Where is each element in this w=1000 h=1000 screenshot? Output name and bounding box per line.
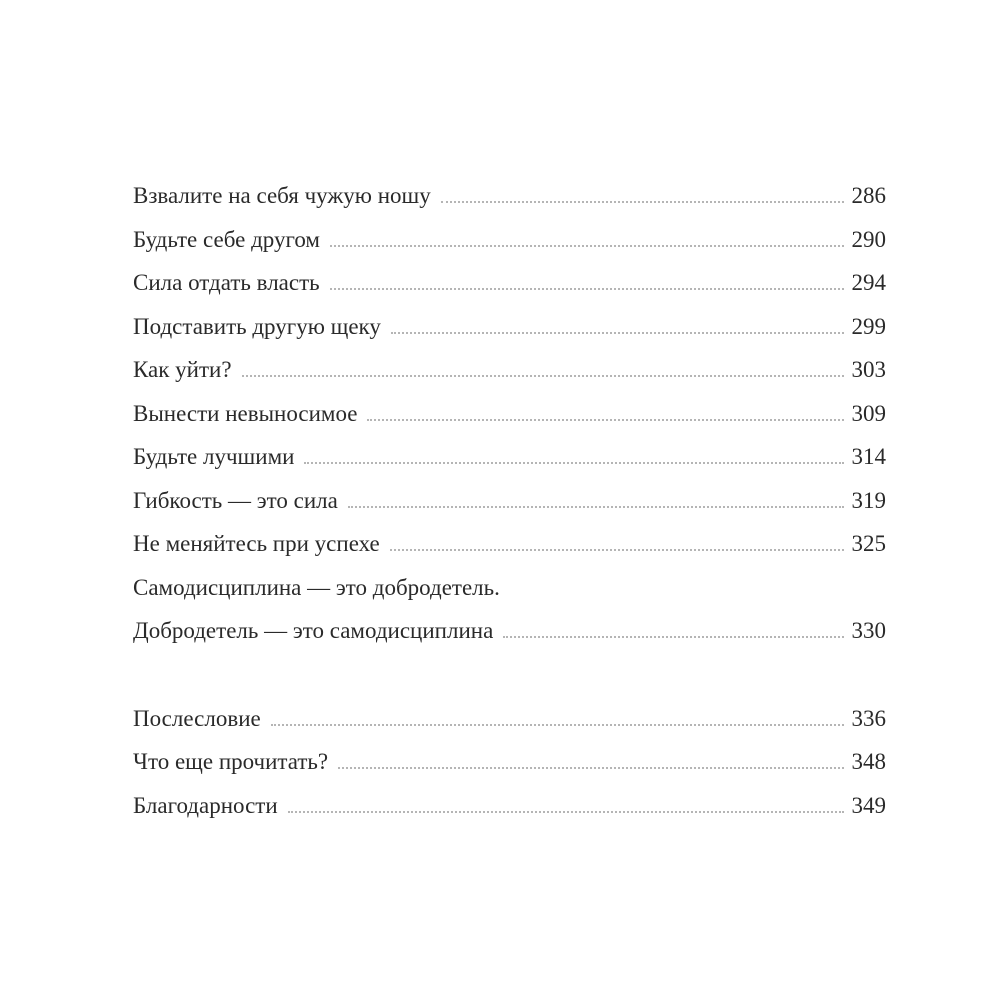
toc-entry-page: 303 — [851, 357, 886, 382]
toc-entry-page: 309 — [851, 400, 886, 426]
table-of-contents — [133, 174, 886, 827]
toc-entry-title: Сила отдать власть — [133, 270, 320, 295]
toc-entry — [133, 479, 886, 523]
toc-entry-page: 286 — [851, 183, 886, 208]
section-spacer — [133, 653, 886, 697]
toc-entry-page: 349 — [851, 792, 886, 818]
dot-leader — [288, 811, 844, 813]
toc-entry — [133, 174, 886, 218]
toc-entry-page: 348 — [851, 749, 886, 774]
toc-entry — [133, 609, 886, 653]
dot-leader — [391, 332, 844, 334]
dot-leader — [242, 375, 844, 377]
toc-entry-title: Благодарности — [133, 792, 278, 818]
toc-entry — [133, 305, 886, 349]
toc-entry-first-line — [133, 566, 886, 610]
toc-entry — [133, 697, 886, 741]
toc-entry — [133, 261, 886, 305]
toc-entry-page: 290 — [851, 226, 886, 252]
toc-entry-page: 319 — [851, 487, 886, 513]
toc-entry — [133, 218, 886, 262]
toc-entry-title: Будьте лучшими — [133, 444, 295, 469]
toc-entry — [133, 348, 886, 392]
toc-entry — [133, 740, 886, 784]
dot-leader — [503, 636, 843, 638]
toc-entry-title: Гибкость — это сила — [133, 487, 338, 513]
toc-entry-page: 314 — [851, 444, 886, 469]
toc-entry-title: Взвалите на себя чужую ношу — [133, 183, 431, 208]
dot-leader — [441, 201, 844, 203]
toc-entry-title: Подставить другую щеку — [133, 313, 381, 339]
toc-entry — [133, 392, 886, 436]
toc-entry-page: 294 — [851, 270, 886, 295]
toc-entry-page: 336 — [851, 705, 886, 731]
toc-entry-title: Самодисциплина — это добродетель. — [133, 574, 500, 600]
dot-leader — [390, 549, 844, 551]
dot-leader — [338, 767, 843, 769]
dot-leader — [348, 506, 844, 508]
toc-entry-title: Послесловие — [133, 705, 261, 731]
toc-entry-title: Что еще прочитать? — [133, 749, 329, 774]
dot-leader — [330, 245, 844, 247]
dot-leader — [271, 724, 844, 726]
dot-leader — [330, 288, 844, 290]
toc-entry-title: Будьте себе другом — [133, 226, 320, 252]
toc-entry-title: Добродетель — это самодисциплина — [133, 618, 494, 643]
toc-entry — [133, 435, 886, 479]
toc-entry-title: Вынести невыносимое — [133, 400, 358, 426]
toc-entry-page: 299 — [851, 313, 886, 339]
toc-entry — [133, 784, 886, 828]
toc-entry-page: 325 — [851, 531, 886, 556]
toc-entry-title: Не меняйтесь при успехе — [133, 531, 380, 556]
dot-leader — [367, 419, 843, 421]
toc-entry-page: 330 — [851, 618, 886, 643]
dot-leader — [304, 462, 843, 464]
toc-entry — [133, 522, 886, 566]
toc-entry-title: Как уйти? — [133, 357, 232, 382]
